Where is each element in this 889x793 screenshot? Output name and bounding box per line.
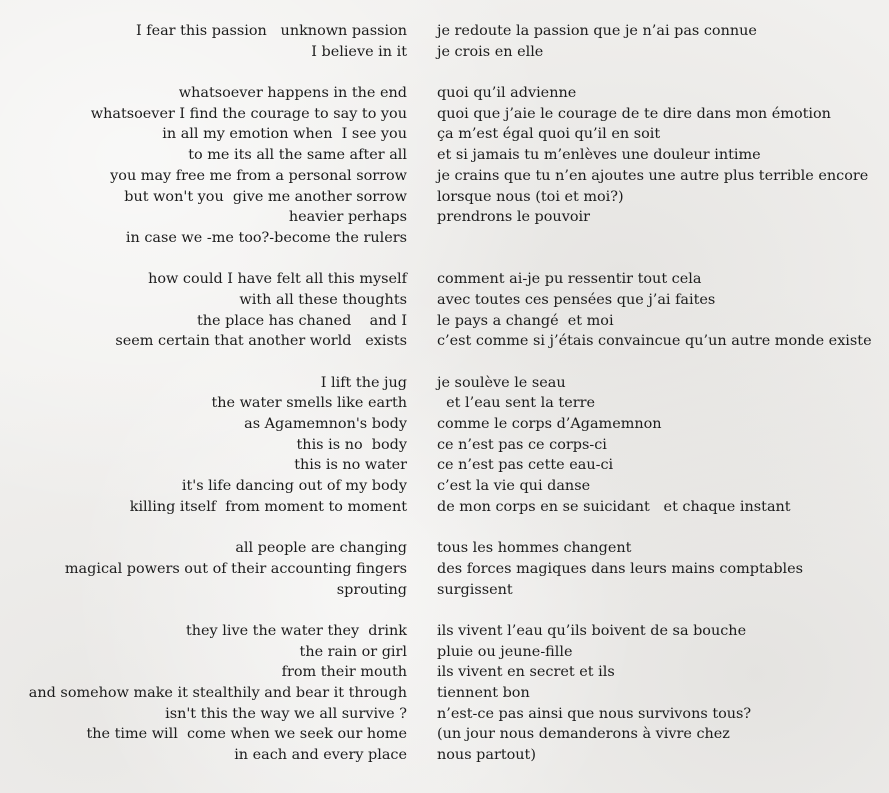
french-line: et l’eau sent la terre — [437, 395, 595, 412]
french-line: c’est la vie qui danse — [437, 478, 591, 495]
bilingual-poem — [0, 21, 889, 786]
poem-line — [0, 166, 889, 187]
english-line: whatsoever happens in the end — [178, 85, 407, 102]
english-line: they live the water they drink — [185, 622, 407, 639]
french-line: quoi qu’il advienne — [437, 85, 577, 102]
french-line: tous les hommes changent — [437, 540, 632, 557]
english-line: the place has chaned and I — [196, 312, 407, 329]
poem-line — [0, 683, 889, 704]
poem-line — [0, 21, 889, 42]
english-line: how could I have felt all this myself — [148, 271, 407, 288]
french-line: ils vivent en secret et ils — [437, 664, 615, 681]
poem-line — [0, 497, 889, 518]
stanza-1 — [0, 21, 889, 62]
french-line: et si jamais tu m’enlèves une douleur intime — [437, 147, 761, 164]
poem-line — [0, 580, 889, 601]
french-line: des forces magiques dans leurs mains comptables — [437, 560, 804, 577]
english-line: the time will come when we seek our home — [86, 726, 407, 743]
french-line: je redoute la passion que je n’ai pas connue — [437, 23, 757, 39]
poem-line — [0, 83, 889, 104]
french-line: ce n’est pas ce corps-ci — [437, 436, 607, 453]
french-line: quoi que j’aie le courage de te dire dans mon émotion — [437, 105, 831, 122]
stanza-4 — [0, 373, 889, 518]
english-line: heavier perhaps — [288, 209, 407, 226]
english-line: and somehow make it stealthily and bear it through — [28, 685, 407, 701]
poem-line — [0, 269, 889, 290]
poem-line — [0, 704, 889, 725]
poem-line — [0, 662, 889, 683]
english-line: whatsoever I find the courage to say to you — [90, 105, 407, 122]
english-line: this is no water — [294, 457, 407, 474]
poem-line — [0, 455, 889, 476]
poem-line — [0, 331, 889, 352]
english-line: magical powers out of their accounting fingers — [64, 560, 407, 577]
poem-line — [0, 145, 889, 166]
english-line: isn't this the way we all survive ? — [165, 705, 407, 722]
french-line: avec toutes ces pensées que j’ai faites — [437, 291, 716, 308]
english-line: all people are changing — [235, 540, 407, 557]
english-line: with all these thoughts — [239, 291, 407, 308]
english-line: as Agamemnon's body — [244, 416, 407, 433]
french-line: ça m’est égal quoi qu’il en soit — [437, 126, 661, 143]
stanza-2 — [0, 83, 889, 249]
english-line: in each and every place — [234, 747, 407, 764]
english-line: the water smells like earth — [211, 395, 407, 412]
english-line: sprouting — [336, 581, 407, 598]
english-line: in all my emotion when I see you — [162, 126, 407, 143]
french-line: je soulève le seau — [437, 374, 566, 391]
french-line: ils vivent l’eau qu’ils boivent de sa bouche — [437, 622, 747, 639]
english-line: killing itself from moment to moment — [129, 498, 407, 515]
english-line: you may free me from a personal sorrow — [110, 167, 407, 184]
poem-line — [0, 228, 889, 249]
poem-line — [0, 104, 889, 125]
english-line: in case we -me too?-become the rulers — [125, 229, 407, 246]
poem-line — [0, 724, 889, 745]
poem-line — [0, 311, 889, 332]
poem-line — [0, 42, 889, 63]
english-line: seem certain that another world exists — [115, 333, 407, 350]
stanza-5 — [0, 538, 889, 600]
english-line: this is no body — [296, 436, 407, 453]
french-line: tiennent bon — [437, 685, 530, 701]
poem-line — [0, 559, 889, 580]
french-line: le pays a changé et moi — [437, 312, 614, 329]
poem-line — [0, 124, 889, 145]
poem-line — [0, 207, 889, 228]
french-line: je crois en elle — [437, 43, 544, 60]
french-line: de mon corps en se suicidant et chaque instant — [437, 498, 791, 515]
english-line: I lift the jug — [320, 374, 407, 391]
poem-line — [0, 538, 889, 559]
french-line: c’est comme si j’étais convaincue qu’un autre monde existe — [437, 333, 872, 350]
english-line: I fear this passion unknown passion — [135, 23, 407, 39]
poem-line — [0, 745, 889, 766]
poem-line — [0, 373, 889, 394]
french-line: nous partout) — [437, 747, 536, 764]
french-line: surgissent — [437, 581, 513, 598]
english-line: the rain or girl — [299, 643, 407, 660]
french-line: comme le corps d’Agamemnon — [437, 416, 662, 433]
poem-line — [0, 290, 889, 311]
french-line: n’est-ce pas ainsi que nous survivons tous? — [437, 705, 752, 722]
poem-line — [0, 393, 889, 414]
english-line: it's life dancing out of my body — [181, 478, 407, 495]
french-line: prendrons le pouvoir — [437, 209, 590, 226]
french-line: lorsque nous (toi et moi?) — [437, 188, 624, 205]
french-line: comment ai-je pu ressentir tout cela — [437, 271, 702, 288]
english-line: but won't you give me another sorrow — [124, 188, 407, 205]
stanza-6 — [0, 621, 889, 766]
french-line: je crains que tu n’en ajoutes une autre plus terrible encore — [437, 167, 869, 184]
poem-line — [0, 621, 889, 642]
stanza-3 — [0, 269, 889, 352]
french-line: ce n’est pas cette eau-ci — [437, 457, 614, 474]
poem-line — [0, 187, 889, 208]
english-line: to me its all the same after all — [188, 147, 407, 164]
poem-line — [0, 435, 889, 456]
poem-line — [0, 414, 889, 435]
french-line: pluie ou jeune-fille — [437, 643, 573, 660]
french-line: (un jour nous demanderons à vivre chez — [437, 726, 730, 743]
poem-line — [0, 476, 889, 497]
english-line: from their mouth — [281, 664, 407, 681]
poem-line — [0, 642, 889, 663]
english-line: I believe in it — [311, 43, 407, 60]
